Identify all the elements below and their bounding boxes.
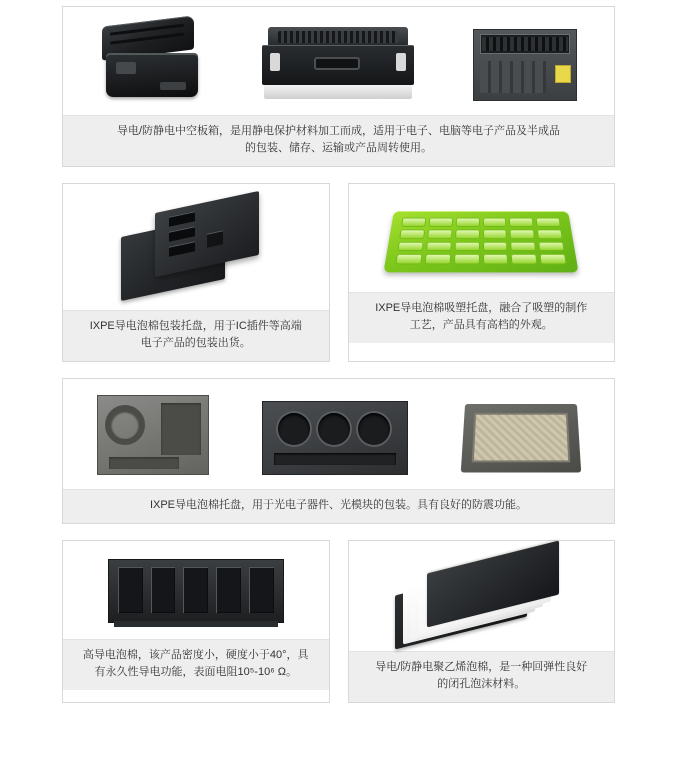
green-blister-tray-image bbox=[383, 196, 579, 282]
black-ixpe-foam-sheet-tray-image bbox=[121, 196, 271, 300]
caption-line: 导电/防静电中空板箱，是用静电保护材料加工而成，适用于电子、电脑等电子产品及半成品 bbox=[116, 125, 561, 137]
card-caption bbox=[349, 292, 615, 343]
slotted-grey-box-yellow-label-image bbox=[471, 25, 579, 105]
caption-line: 的包装、储存、运输或产品周转使用。 bbox=[245, 142, 432, 154]
caption-line: 导电/防静电聚乙烯泡棉，是一种回弹性良好 bbox=[375, 661, 588, 673]
crate-handle bbox=[314, 57, 360, 70]
caption-line: 工艺，产品具有高档的外观。 bbox=[409, 319, 553, 331]
caption-line: IXPE导电泡棉包装托盘，用于IC插件等高端 bbox=[89, 320, 302, 332]
card-ixpe-foam-tray[interactable] bbox=[62, 378, 615, 524]
foam-ring-pocket bbox=[318, 413, 350, 445]
tray-fiber-surface bbox=[471, 413, 570, 462]
crate-latch-left bbox=[270, 53, 280, 71]
box-ribs bbox=[480, 61, 546, 93]
card-ixpe-blister-tray[interactable] bbox=[348, 183, 616, 362]
dark-crate-with-handle-image bbox=[262, 25, 414, 105]
card-ixpe-packing-tray[interactable] bbox=[62, 183, 330, 362]
box-slotted-interior bbox=[480, 34, 570, 54]
card-caption bbox=[63, 639, 329, 690]
card-high-hardness-foam[interactable] bbox=[62, 540, 330, 703]
pulp-paper-tray-image bbox=[459, 395, 583, 479]
crate-lid bbox=[268, 27, 408, 47]
two-column-row bbox=[62, 183, 615, 362]
card-hollow-board-box[interactable] bbox=[62, 6, 615, 167]
card-caption bbox=[63, 310, 329, 361]
card-caption bbox=[349, 651, 615, 702]
caption-line: 的闭孔泡沫材料。 bbox=[437, 678, 526, 690]
image-strip bbox=[63, 184, 329, 310]
image-strip bbox=[349, 184, 615, 292]
caption-line: IXPE导电泡棉托盘，用于光电子器件、光模块的包装。具有良好的防震功能。 bbox=[149, 499, 528, 511]
foam-rect-pocket bbox=[161, 403, 201, 455]
caption-line: IXPE导电泡棉吸塑托盘，融合了吸塑的制作 bbox=[375, 302, 588, 314]
section-ixpe-trays bbox=[0, 177, 677, 372]
card-caption bbox=[63, 489, 614, 523]
image-strip bbox=[63, 7, 614, 115]
image-strip bbox=[349, 541, 615, 651]
caption-line: 高导电泡棉，该产品密度小，硬度小于40°，具 bbox=[82, 649, 309, 661]
foam-slots bbox=[118, 567, 274, 613]
section-foam-materials bbox=[0, 534, 677, 713]
yellow-label-icon bbox=[555, 65, 571, 83]
foam-ring-pocket bbox=[278, 413, 310, 445]
section-hollow-board-box bbox=[0, 0, 677, 177]
foam-ring-pocket bbox=[105, 405, 145, 445]
card-caption bbox=[63, 115, 614, 166]
tray-cells bbox=[395, 218, 567, 265]
stacked-foam-sheets-image bbox=[395, 553, 567, 641]
card-conductive-pe-foam[interactable] bbox=[348, 540, 616, 703]
foam-base bbox=[114, 621, 278, 627]
grey-foam-tray-with-pockets-image bbox=[95, 391, 211, 479]
case-body bbox=[106, 53, 198, 97]
foam-channel bbox=[109, 457, 179, 469]
crate-latch-right bbox=[396, 53, 406, 71]
image-strip bbox=[63, 541, 329, 639]
slotted-hard-foam-block-image bbox=[108, 553, 284, 629]
crate-base bbox=[264, 85, 412, 99]
image-strip bbox=[63, 379, 614, 489]
caption-line: 有永久性导电功能，表面电阻10⁵-10⁶ Ω。 bbox=[94, 666, 297, 678]
dark-foam-insert-three-rings-image bbox=[260, 397, 410, 479]
foam-channel bbox=[274, 453, 396, 465]
two-column-row bbox=[62, 540, 615, 703]
caption-line: 电子产品的包装出货。 bbox=[140, 337, 251, 349]
black-plastic-case-open-image bbox=[98, 19, 206, 105]
section-ixpe-foam-tray bbox=[0, 372, 677, 534]
foam-ring-pocket bbox=[358, 413, 390, 445]
